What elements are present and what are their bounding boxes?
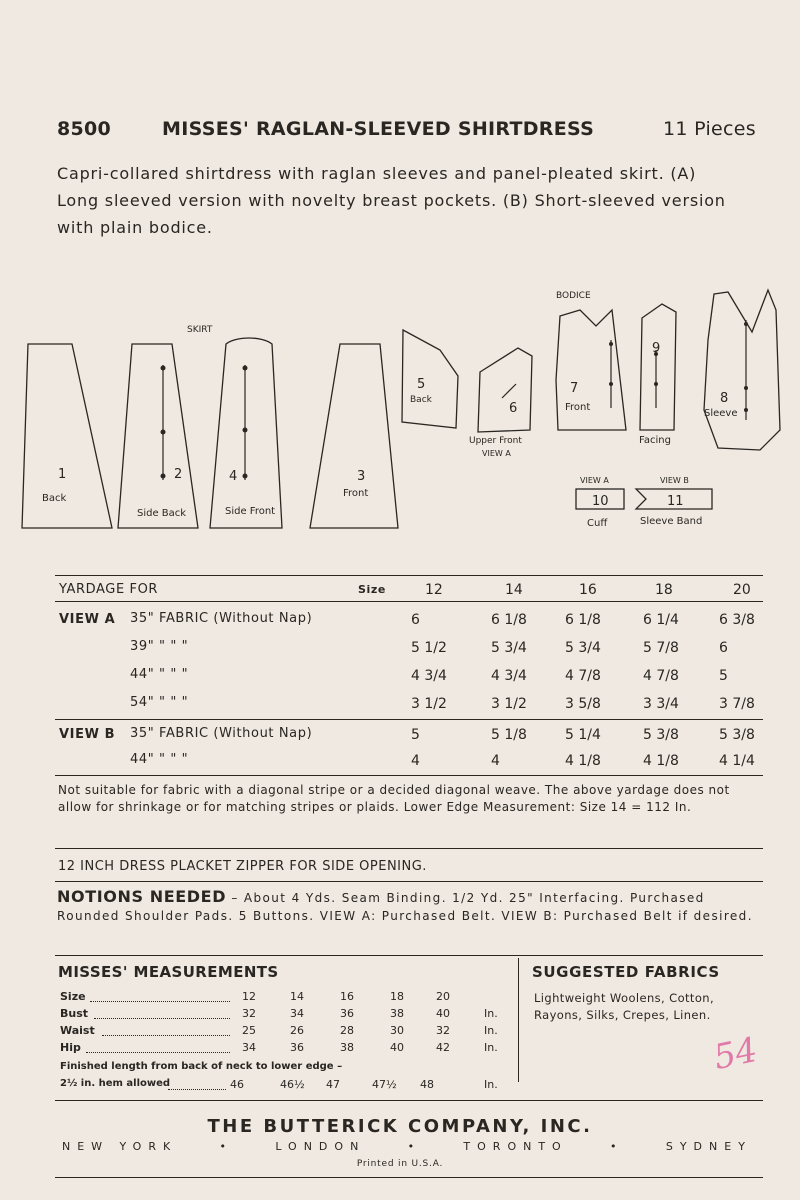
fabric-width: 35" FABRIC (Without Nap): [130, 726, 313, 741]
fabrics-line: Lightweight Woolens, Cotton,: [534, 991, 715, 1005]
yardage-value: 6 1/8: [565, 612, 601, 628]
meas-label: Bust: [60, 1007, 89, 1020]
yardage-value: 6 1/8: [491, 612, 527, 628]
yardage-value: 4 7/8: [565, 668, 601, 684]
size-header: 14: [505, 582, 523, 598]
notions-text: – About 4 Yds. Seam Binding. 1/2 Yd. 25" Interfacing. Purchased Rounded Shoulder Pads. 5 Buttons. VIEW A: Purchased Belt. VIEW B: Purchased Belt if desired.: [57, 891, 753, 923]
piece-number: 1: [58, 467, 67, 482]
finished-value: 46: [230, 1078, 244, 1091]
piece-name: Side Front: [225, 506, 276, 517]
meas-value: 14: [290, 990, 304, 1003]
meas-value: 25: [242, 1024, 256, 1037]
piece-number: 3: [357, 469, 366, 484]
yardage-value: 4 3/4: [411, 668, 447, 684]
facing-piece: [640, 304, 676, 430]
piece-view: VIEW A: [580, 476, 609, 485]
meas-value: 34: [290, 1007, 304, 1020]
meas-value: 32: [436, 1024, 450, 1037]
skirt-label: SKIRT: [187, 325, 213, 335]
handwritten-annotation: 54: [710, 1029, 761, 1079]
yardage-value: 5 3/4: [491, 640, 527, 656]
piece-number: 4: [229, 469, 238, 484]
piece-name: Front: [343, 488, 369, 499]
piece-name: Upper Front: [469, 436, 522, 446]
fabric-width: 44" " " ": [130, 752, 189, 767]
skirt-front-piece: [310, 344, 398, 528]
company-name: THE BUTTERICK COMPANY, INC.: [207, 1116, 593, 1137]
meas-label: Hip: [60, 1041, 81, 1054]
skirt-back-piece: [22, 344, 112, 528]
yardage-value: 6: [411, 612, 420, 628]
description: [57, 160, 777, 241]
pattern-pieces-diagram: [0, 280, 800, 540]
yardage-value: 4: [491, 753, 500, 769]
finished-value: 46½: [280, 1078, 305, 1091]
zipper-line: 12 INCH DRESS PLACKET ZIPPER FOR SIDE OPENING.: [58, 859, 427, 874]
city: NEW YORK: [62, 1140, 178, 1153]
sleeve-piece: [704, 290, 780, 450]
yardage-value: 3 1/2: [411, 696, 447, 712]
size-header: 20: [733, 582, 751, 598]
yardage-value: 5: [719, 668, 728, 684]
yardage-value: 5 3/4: [565, 640, 601, 656]
yardage-value: 3 7/8: [719, 696, 755, 712]
skirt-side-back-piece: [118, 344, 198, 528]
meas-value: 28: [340, 1024, 354, 1037]
finished-value: 47: [326, 1078, 340, 1091]
piece-count: 11 Pieces: [663, 118, 756, 140]
notions: [57, 888, 760, 925]
piece-number: 2: [174, 467, 183, 482]
meas-unit: In.: [484, 1041, 498, 1054]
yardage-value: 3 5/8: [565, 696, 601, 712]
yardage-value: 5 1/8: [491, 727, 527, 743]
notions-title: NOTIONS NEEDED: [57, 887, 227, 906]
yardage-value: 5: [411, 727, 420, 743]
size-header: 12: [425, 582, 443, 598]
yardage-value: 4 1/4: [719, 753, 755, 769]
fabric-width: 54" " " ": [130, 695, 189, 710]
piece-number: 10: [592, 494, 609, 509]
company-cities: NEW YORK • LONDON • TORONTO • SYDNEY: [62, 1140, 752, 1153]
description-line: Long sleeved version with novelty breast pockets. (B) Short-sleeved version: [57, 191, 726, 210]
piece-number: 7: [570, 381, 579, 396]
meas-value: 38: [340, 1041, 354, 1054]
view-label: VIEW A: [59, 612, 116, 627]
yardage-value: 6 1/4: [643, 612, 679, 628]
fabric-width: 35" FABRIC (Without Nap): [130, 611, 313, 626]
piece-name: Cuff: [587, 518, 608, 529]
meas-value: 36: [340, 1007, 354, 1020]
piece-number: 8: [720, 391, 729, 406]
meas-value: 20: [436, 990, 450, 1003]
size-header: 16: [579, 582, 597, 598]
description-line: Capri-collared shirtdress with raglan sleeves and panel-pleated skirt. (A): [57, 164, 697, 183]
piece-number: 9: [652, 341, 661, 356]
yardage-value: 3 3/4: [643, 696, 679, 712]
meas-label: Size: [60, 990, 86, 1003]
city: SYDNEY: [665, 1140, 752, 1153]
meas-value: 38: [390, 1007, 404, 1020]
finished-value: 48: [420, 1078, 434, 1091]
meas-value: 30: [390, 1024, 404, 1037]
fabric-width: 39" " " ": [130, 639, 189, 654]
meas-value: 32: [242, 1007, 256, 1020]
city: TORONTO: [463, 1140, 568, 1153]
yardage-value: 5 1/4: [565, 727, 601, 743]
piece-name: Back: [42, 493, 67, 504]
yardage-value: 3 1/2: [491, 696, 527, 712]
fabrics-list: [534, 990, 714, 1024]
upper-front-piece: [478, 348, 532, 432]
measurements-title: MISSES' MEASUREMENTS: [58, 963, 279, 981]
printed-in: Printed in U.S.A.: [356, 1159, 444, 1169]
piece-number: 5: [417, 377, 426, 392]
yardage-note: Not suitable for fabric with a diagonal stripe or a decided diagonal weave. The above yardage does not allow for shrinkage or for matching stripes or plaids. Lower Edge Measurement: Size 14 = 112 In.: [58, 783, 730, 814]
piece-view: VIEW B: [660, 476, 689, 485]
meas-label: Waist: [60, 1024, 95, 1037]
piece-name: Front: [565, 402, 591, 413]
yardage-value: 5 3/8: [719, 727, 755, 743]
piece-name: Sleeve Band: [640, 516, 703, 527]
yardage-value: 4 1/8: [565, 753, 601, 769]
meas-value: 34: [242, 1041, 256, 1054]
meas-unit: In.: [484, 1078, 498, 1091]
meas-value: 42: [436, 1041, 450, 1054]
bodice-back-piece: [402, 330, 458, 428]
pattern-title: MISSES' RAGLAN-SLEEVED SHIRTDRESS: [162, 118, 595, 140]
piece-view: VIEW A: [482, 449, 511, 458]
yardage-value: 4: [411, 753, 420, 769]
finished-length-label: Finished length from back of neck to lower edge –: [60, 1061, 343, 1072]
city: LONDON: [275, 1140, 366, 1153]
piece-name: Facing: [639, 435, 671, 446]
piece-name: Sleeve: [704, 408, 738, 419]
meas-unit: In.: [484, 1007, 498, 1020]
yardage-value: 6 3/8: [719, 612, 755, 628]
view-label: VIEW B: [59, 727, 116, 742]
meas-value: 40: [436, 1007, 450, 1020]
yardage-value: 4 3/4: [491, 668, 527, 684]
size-header: 18: [655, 582, 673, 598]
pattern-number: 8500: [57, 118, 112, 140]
description-line: with plain bodice.: [57, 218, 213, 237]
fabrics-title: SUGGESTED FABRICS: [532, 963, 720, 981]
meas-value: 26: [290, 1024, 304, 1037]
meas-value: 36: [290, 1041, 304, 1054]
meas-value: 12: [242, 990, 256, 1003]
piece-number: 6: [509, 401, 518, 416]
meas-value: 16: [340, 990, 354, 1003]
measurements-table: [58, 990, 508, 1100]
yardage-title: YARDAGE FOR: [59, 582, 159, 597]
piece-number: 11: [667, 494, 684, 509]
yardage-value: 5 3/8: [643, 727, 679, 743]
yardage-value: 4 7/8: [643, 668, 679, 684]
bodice-label: BODICE: [556, 291, 591, 301]
finished-value: 47½: [372, 1078, 397, 1091]
fabric-width: 44" " " ": [130, 667, 189, 682]
meas-unit: In.: [484, 1024, 498, 1037]
meas-value: 18: [390, 990, 404, 1003]
size-label: Size: [358, 583, 386, 596]
yardage-value: 5 7/8: [643, 640, 679, 656]
piece-name: Back: [410, 395, 432, 405]
piece-name: Side Back: [137, 508, 187, 519]
hem-allowance-label: 2½ in. hem allowed: [60, 1078, 171, 1089]
meas-value: 40: [390, 1041, 404, 1054]
fabrics-line: Rayons, Silks, Crepes, Linen.: [534, 1008, 711, 1022]
yardage-value: 5 1/2: [411, 640, 447, 656]
yardage-value: 4 1/8: [643, 753, 679, 769]
yardage-table: [55, 575, 763, 814]
yardage-value: 6: [719, 640, 728, 656]
